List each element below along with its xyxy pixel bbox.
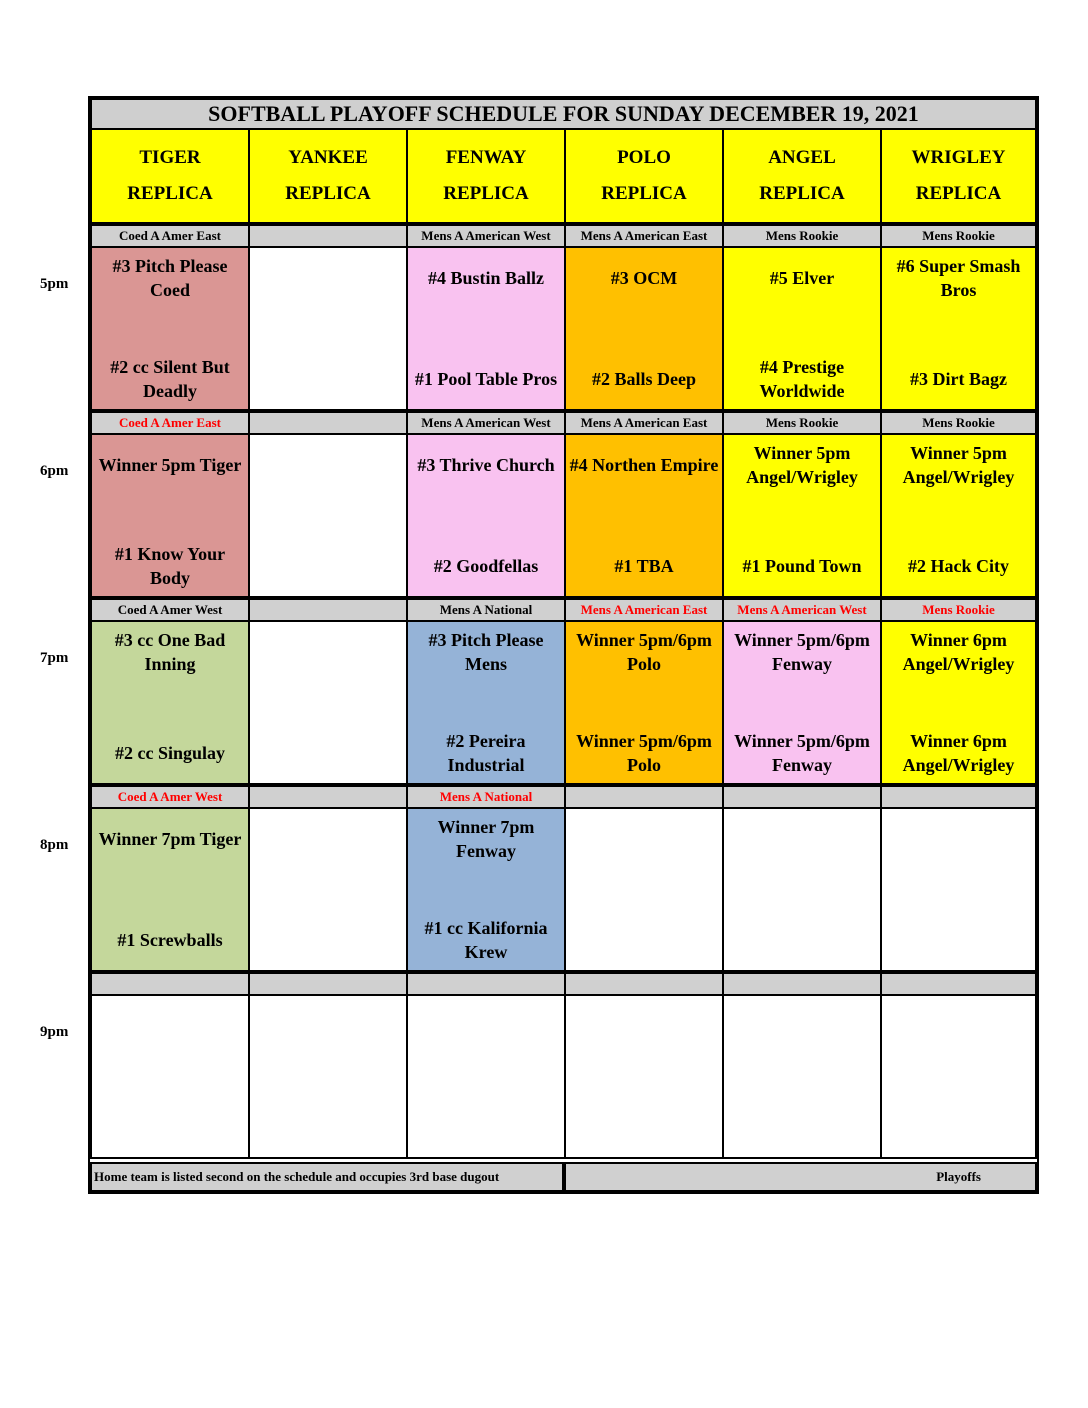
home-team: #2 Balls Deep [591, 369, 696, 389]
division-label [248, 785, 408, 809]
game-cell [880, 620, 1037, 785]
home-team: #2 cc Silent But Deadly [110, 357, 230, 401]
game-cell [880, 433, 1037, 598]
division-label: Mens Rookie [722, 224, 882, 248]
division-label [880, 972, 1037, 996]
stadium-name: YANKEE [288, 147, 368, 168]
division-label [564, 785, 724, 809]
stadium-subtitle: REPLICA [285, 183, 371, 204]
stadium-header-wrigley [880, 128, 1037, 224]
division-label: Mens Rookie [880, 411, 1037, 435]
stadium-name: FENWAY [445, 147, 527, 168]
game-cell [406, 807, 566, 972]
away-team: Winner 5pm Angel/Wrigley [746, 443, 858, 487]
game-cell [880, 994, 1037, 1159]
home-team: Winner 6pm Angel/Wrigley [902, 731, 1015, 775]
stadium-subtitle: REPLICA [127, 183, 213, 204]
home-team: #2 cc Singulay [114, 743, 225, 763]
division-label: Mens Rookie [722, 411, 882, 435]
stadium-name: POLO [617, 147, 671, 168]
game-cell [722, 620, 882, 785]
home-team: #1 Pool Table Pros [414, 369, 558, 389]
division-label: Coed A Amer East [90, 411, 250, 435]
away-team: Winner 7pm Tiger [98, 829, 242, 849]
home-team: Winner 5pm/6pm Polo [576, 731, 712, 775]
division-label [248, 224, 408, 248]
away-team: Winner 5pm/6pm Polo [576, 630, 712, 674]
stadium-header-tiger [90, 128, 250, 224]
away-team: Winner 7pm Fenway [437, 817, 535, 861]
division-label [722, 972, 882, 996]
game-cell [880, 246, 1037, 411]
stadium-header-angel [722, 128, 882, 224]
game-cell [90, 433, 250, 598]
time-label: 7pm [40, 650, 69, 666]
home-team: #2 Goodfellas [433, 556, 539, 576]
stadium-name: ANGEL [768, 147, 836, 168]
footer-label [564, 1162, 1037, 1192]
time-label: 6pm [40, 463, 69, 479]
division-label [564, 972, 724, 996]
game-cell [564, 620, 724, 785]
stadium-name: WRIGLEY [911, 147, 1006, 168]
schedule-title: SOFTBALL PLAYOFF SCHEDULE FOR SUNDAY DECEMBER 19, 2021 [90, 98, 1037, 130]
game-cell [722, 433, 882, 598]
division-label: Coed A Amer West [90, 598, 250, 622]
game-cell [90, 246, 250, 411]
game-cell [722, 246, 882, 411]
time-label: 8pm [40, 837, 69, 853]
away-team: #3 Thrive Church [417, 455, 555, 475]
division-label: Mens A American West [406, 224, 566, 248]
time-label: 5pm [40, 276, 69, 292]
game-cell [90, 994, 250, 1159]
footer-label-text: Playoffs [936, 1169, 981, 1184]
home-team: #4 Prestige Worldwide [759, 357, 845, 401]
stadium-header-fenway [406, 128, 566, 224]
game-cell [406, 994, 566, 1159]
away-team: #4 Bustin Ballz [427, 268, 545, 288]
division-label [880, 785, 1037, 809]
division-label: Mens A American West [406, 411, 566, 435]
division-label: Mens Rookie [880, 224, 1037, 248]
away-team: #3 OCM [610, 268, 678, 288]
game-cell [406, 433, 566, 598]
division-label: Mens A American West [722, 598, 882, 622]
away-team: #3 Pitch Please Coed [112, 256, 228, 300]
division-label: Mens A American East [564, 224, 724, 248]
division-label [90, 972, 250, 996]
stadium-subtitle: REPLICA [443, 183, 529, 204]
game-cell [90, 807, 250, 972]
division-label: Mens A American East [564, 411, 724, 435]
home-team: #1 Pound Town [742, 556, 862, 576]
away-team: #4 Northen Empire [569, 455, 719, 475]
home-team: Winner 5pm/6pm Fenway [734, 731, 870, 775]
game-cell [248, 246, 408, 411]
division-label [248, 972, 408, 996]
game-cell [406, 246, 566, 411]
game-cell [248, 994, 408, 1159]
stadium-subtitle: REPLICA [759, 183, 845, 204]
home-team: #1 Know Your Body [114, 544, 226, 588]
game-cell [248, 807, 408, 972]
game-cell [564, 433, 724, 598]
game-cell [406, 620, 566, 785]
stadium-subtitle: REPLICA [601, 183, 687, 204]
footer-note: Home team is listed second on the schedule and occupies 3rd base dugout [90, 1162, 564, 1192]
away-team: #5 Elver [769, 268, 835, 288]
stadium-header-polo [564, 128, 724, 224]
game-cell [248, 433, 408, 598]
stadium-header-yankee [248, 128, 408, 224]
division-label: Mens A National [406, 598, 566, 622]
home-team: #1 Screwballs [117, 930, 223, 950]
division-label [406, 972, 566, 996]
schedule-sheet [88, 96, 1039, 1194]
away-team: #3 Pitch Please Mens [428, 630, 544, 674]
home-team: #1 cc Kalifornia Krew [424, 918, 548, 962]
stadium-subtitle: REPLICA [915, 183, 1002, 204]
game-cell [880, 807, 1037, 972]
division-label [248, 411, 408, 435]
away-team: Winner 5pm/6pm Fenway [734, 630, 870, 674]
home-team: #2 Pereira Industrial [446, 731, 526, 775]
away-team: #6 Super Smash Bros [896, 256, 1021, 300]
division-label [722, 785, 882, 809]
division-label: Coed A Amer East [90, 224, 250, 248]
stadium-name: TIGER [139, 147, 201, 168]
game-cell [564, 807, 724, 972]
away-team: Winner 6pm Angel/Wrigley [902, 630, 1015, 674]
game-cell [722, 994, 882, 1159]
home-team: #3 Dirt Bagz [910, 369, 1007, 389]
game-cell [564, 246, 724, 411]
away-team: Winner 5pm Angel/Wrigley [902, 443, 1015, 487]
game-cell [248, 620, 408, 785]
division-label: Mens Rookie [880, 598, 1037, 622]
division-label [248, 598, 408, 622]
division-label: Mens A National [406, 785, 566, 809]
away-team: #3 cc One Bad Inning [114, 630, 226, 674]
game-cell [722, 807, 882, 972]
division-label: Mens A American East [564, 598, 724, 622]
game-cell [90, 620, 250, 785]
game-cell [564, 994, 724, 1159]
division-label: Coed A Amer West [90, 785, 250, 809]
away-team: Winner 5pm Tiger [98, 455, 242, 475]
home-team: #1 TBA [614, 556, 674, 576]
time-label: 9pm [40, 1024, 69, 1040]
home-team: #2 Hack City [908, 556, 1009, 576]
